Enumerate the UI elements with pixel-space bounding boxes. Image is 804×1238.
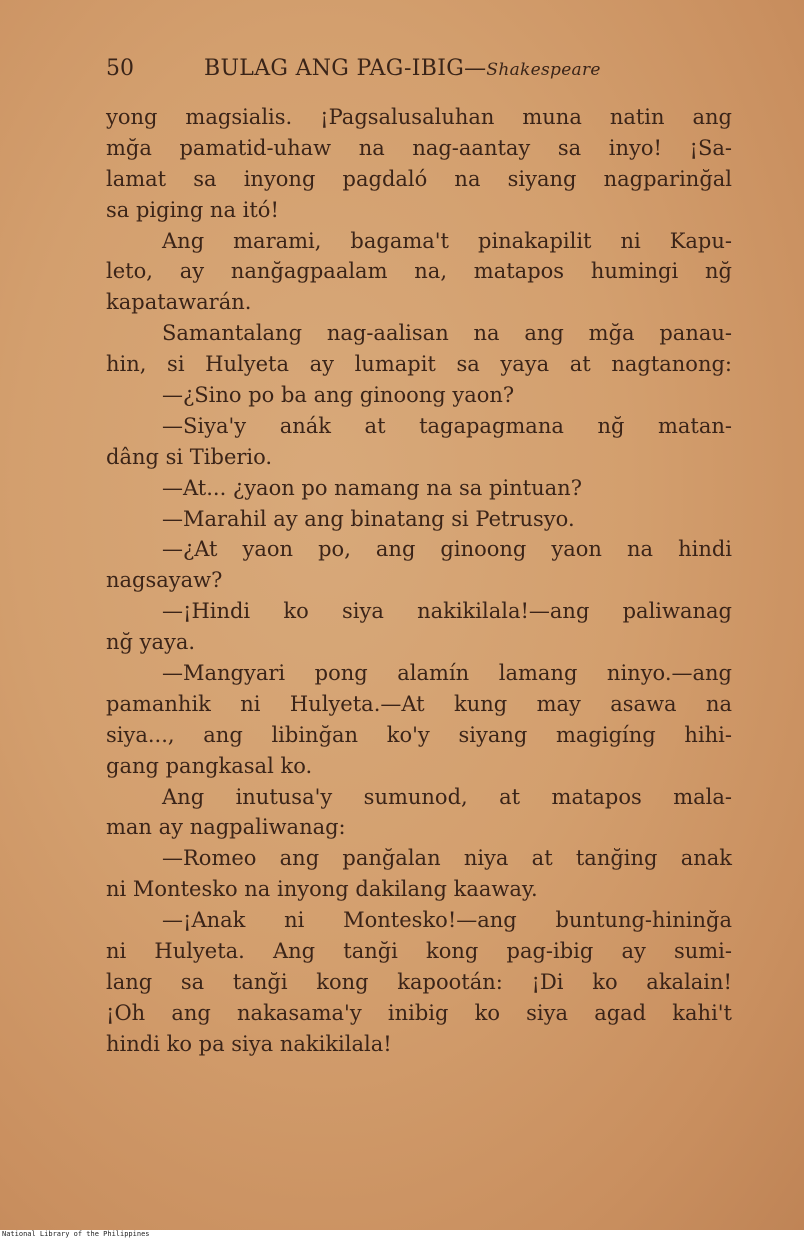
text-line: —¿At yaon po, ang ginoong yaon na hindi [162,537,732,562]
text-line: ni Montesko na inyong dakilang kaaway. [106,877,538,902]
text-line: kapatawarán. [106,290,252,315]
running-title [204,56,601,81]
author-name: Shakespeare [486,60,601,80]
text-line: siya..., ang libinğan ko'y siyang magigíng hihi- [106,722,732,747]
text-line: mğa pamatid-uhaw na nag-aantay sa inyo! ¡Sa- [106,135,732,160]
text-line: —Mangyari pong alamín lamang ninyo.—ang [162,661,732,686]
text-line: pamanhik ni Hulyeta.—At kung may asawa na [106,691,732,716]
text-line: —Romeo ang panğalan niya at tanğing anak [162,846,732,871]
text-line: Ang inutusa'y sumunod, at matapos mala- [162,784,732,809]
body-text [106,102,732,1060]
text-line: Samantalang nag-aalisan na ang mğa panau- [162,321,732,346]
text-line: yong magsialis. ¡Pagsalusaluhan muna natin ang [106,105,732,129]
text-line: —Siya'y anák at tagapagmana nğ matan- [162,413,732,438]
text-line: sa piging na itó! [106,197,279,222]
text-line: ¡Oh ang nakasama'y inibig ko siya agad kahi't [106,1000,732,1025]
text-line: ni Hulyeta. Ang tanği kong pag-ibig ay sumi- [106,939,732,964]
book-title: BULAG ANG PAG-IBIG— [204,56,487,81]
text-line: —Marahil ay ang binatang si Petrusyo. [162,506,575,531]
text-line: —¿Sino po ba ang ginoong yaon? [162,383,515,408]
text-line: gang pangkasal ko. [106,753,313,778]
text-line: —At... ¿yaon po namang na sa pintuan? [162,475,582,500]
text-line: hin, si Hulyeta ay lumapit sa yaya at nagtanong: [106,352,732,377]
text-line: hindi ko pa siya nakikilala! [106,1031,392,1056]
text-line: nagsayaw? [106,568,223,593]
running-header [106,56,706,88]
text-line: dâng si Tiberio. [106,444,273,469]
page-number: 50 [106,56,134,81]
text-line: nğ yaya. [106,630,196,655]
footer-credit: National Library of the Philippines [0,1230,804,1238]
text-line: leto, ay nanğagpaalam na, matapos humingi nğ [106,259,732,284]
text-line: lamat sa inyong pagdaló na siyang nagparinğal [106,166,732,191]
text-line: lang sa tanği kong kapootán: ¡Di ko akalain! [106,969,732,994]
text-line: Ang marami, bagama't pinakapilit ni Kapu- [162,228,732,253]
text-line: man ay nagpaliwanag: [106,815,346,840]
text-line: —¡Anak ni Montesko!—ang buntung-hininğa [162,908,732,933]
text-line: —¡Hindi ko siya nakikilala!—ang paliwanag [162,599,732,624]
